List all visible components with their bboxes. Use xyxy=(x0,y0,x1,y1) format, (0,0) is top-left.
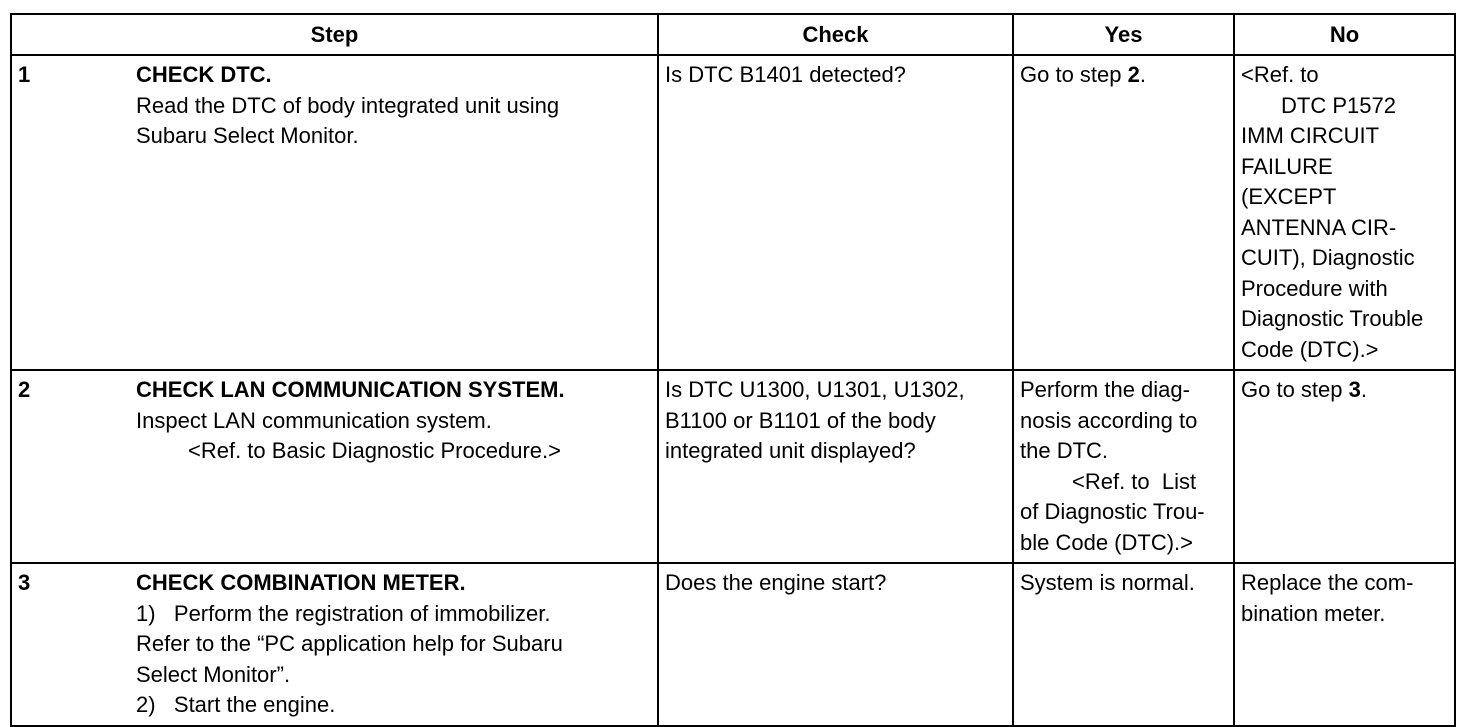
yes-step-ref: 2 xyxy=(1127,62,1140,87)
yes-text: ble Code (DTC).> xyxy=(1020,529,1194,555)
step-number: 1 xyxy=(18,62,31,87)
check-cell xyxy=(658,55,1013,370)
table-row xyxy=(11,55,1455,370)
no-text: <Ref. to xyxy=(1241,62,1319,87)
yes-text: of Diagnostic Trou- xyxy=(1020,499,1205,524)
header-yes: Yes xyxy=(1013,14,1234,55)
yes-text: Go to step xyxy=(1020,62,1128,87)
no-text: Replace the com- xyxy=(1241,570,1414,595)
step-text: Read the DTC of body integrated unit using xyxy=(136,92,560,118)
yes-cell xyxy=(1013,563,1234,726)
no-text: (EXCEPT xyxy=(1241,184,1337,209)
no-text: CUIT), Diagnostic xyxy=(1241,245,1415,270)
no-text: FAILURE xyxy=(1241,153,1333,179)
yes-text-end: . xyxy=(1139,62,1146,87)
yes-cell xyxy=(1013,55,1234,370)
step-title: CHECK DTC. xyxy=(136,62,272,87)
no-text: ANTENNA CIR- xyxy=(1241,214,1397,240)
check-text: Is DTC U1300, U1301, U1302, xyxy=(665,377,965,402)
step-cell xyxy=(11,55,658,370)
step-number: 3 xyxy=(18,570,31,595)
no-text: Procedure with xyxy=(1241,275,1388,301)
step-number: 2 xyxy=(18,377,31,402)
yes-text: nosis according to xyxy=(1020,407,1198,433)
header-no: No xyxy=(1234,14,1455,55)
yes-text: System is normal. xyxy=(1020,570,1195,595)
header-step: Step xyxy=(11,14,658,55)
no-cell xyxy=(1234,370,1455,563)
check-text: B1100 or B1101 of the body xyxy=(665,407,936,433)
header-check: Check xyxy=(658,14,1013,55)
step-title: CHECK COMBINATION METER. xyxy=(136,570,466,595)
step-text: Refer to the “PC application help for Subaru xyxy=(136,631,563,656)
no-text: bination meter. xyxy=(1241,600,1386,626)
step-text: Subaru Select Monitor. xyxy=(136,123,359,148)
yes-text: <Ref. to List xyxy=(1072,468,1197,494)
step-cell xyxy=(11,370,658,563)
header-row xyxy=(11,14,1455,55)
yes-text: Perform the diag- xyxy=(1020,377,1190,402)
step-cell xyxy=(11,563,658,726)
no-cell xyxy=(1234,563,1455,726)
yes-text: the DTC. xyxy=(1020,438,1109,463)
step-text: Inspect LAN communication system. xyxy=(136,407,492,433)
check-text: integrated unit displayed? xyxy=(665,438,916,463)
step-text: 2) Start the engine. xyxy=(136,692,336,717)
table-row xyxy=(11,370,1455,563)
step-text: Select Monitor”. xyxy=(136,661,291,687)
yes-cell xyxy=(1013,370,1234,563)
no-step-ref: 3 xyxy=(1348,377,1361,402)
diagnostic-table xyxy=(10,13,1456,727)
no-text-end: . xyxy=(1360,377,1367,402)
check-cell xyxy=(658,563,1013,726)
check-text: Is DTC B1401 detected? xyxy=(665,62,906,87)
no-text: IMM CIRCUIT xyxy=(1241,123,1380,148)
step-text: 1) Perform the registration of immobilizer. xyxy=(136,600,551,626)
step-text: <Ref. to Basic Diagnostic Procedure.> xyxy=(188,438,561,463)
no-text: Diagnostic Trouble xyxy=(1241,306,1424,331)
table-row xyxy=(11,563,1455,726)
no-cell xyxy=(1234,55,1455,370)
no-text: Go to step xyxy=(1241,377,1349,402)
check-text: Does the engine start? xyxy=(665,570,887,595)
no-text: Code (DTC).> xyxy=(1241,336,1379,362)
no-text: DTC P1572 xyxy=(1281,92,1396,118)
check-cell xyxy=(658,370,1013,563)
step-title: CHECK LAN COMMUNICATION SYSTEM. xyxy=(136,377,565,402)
